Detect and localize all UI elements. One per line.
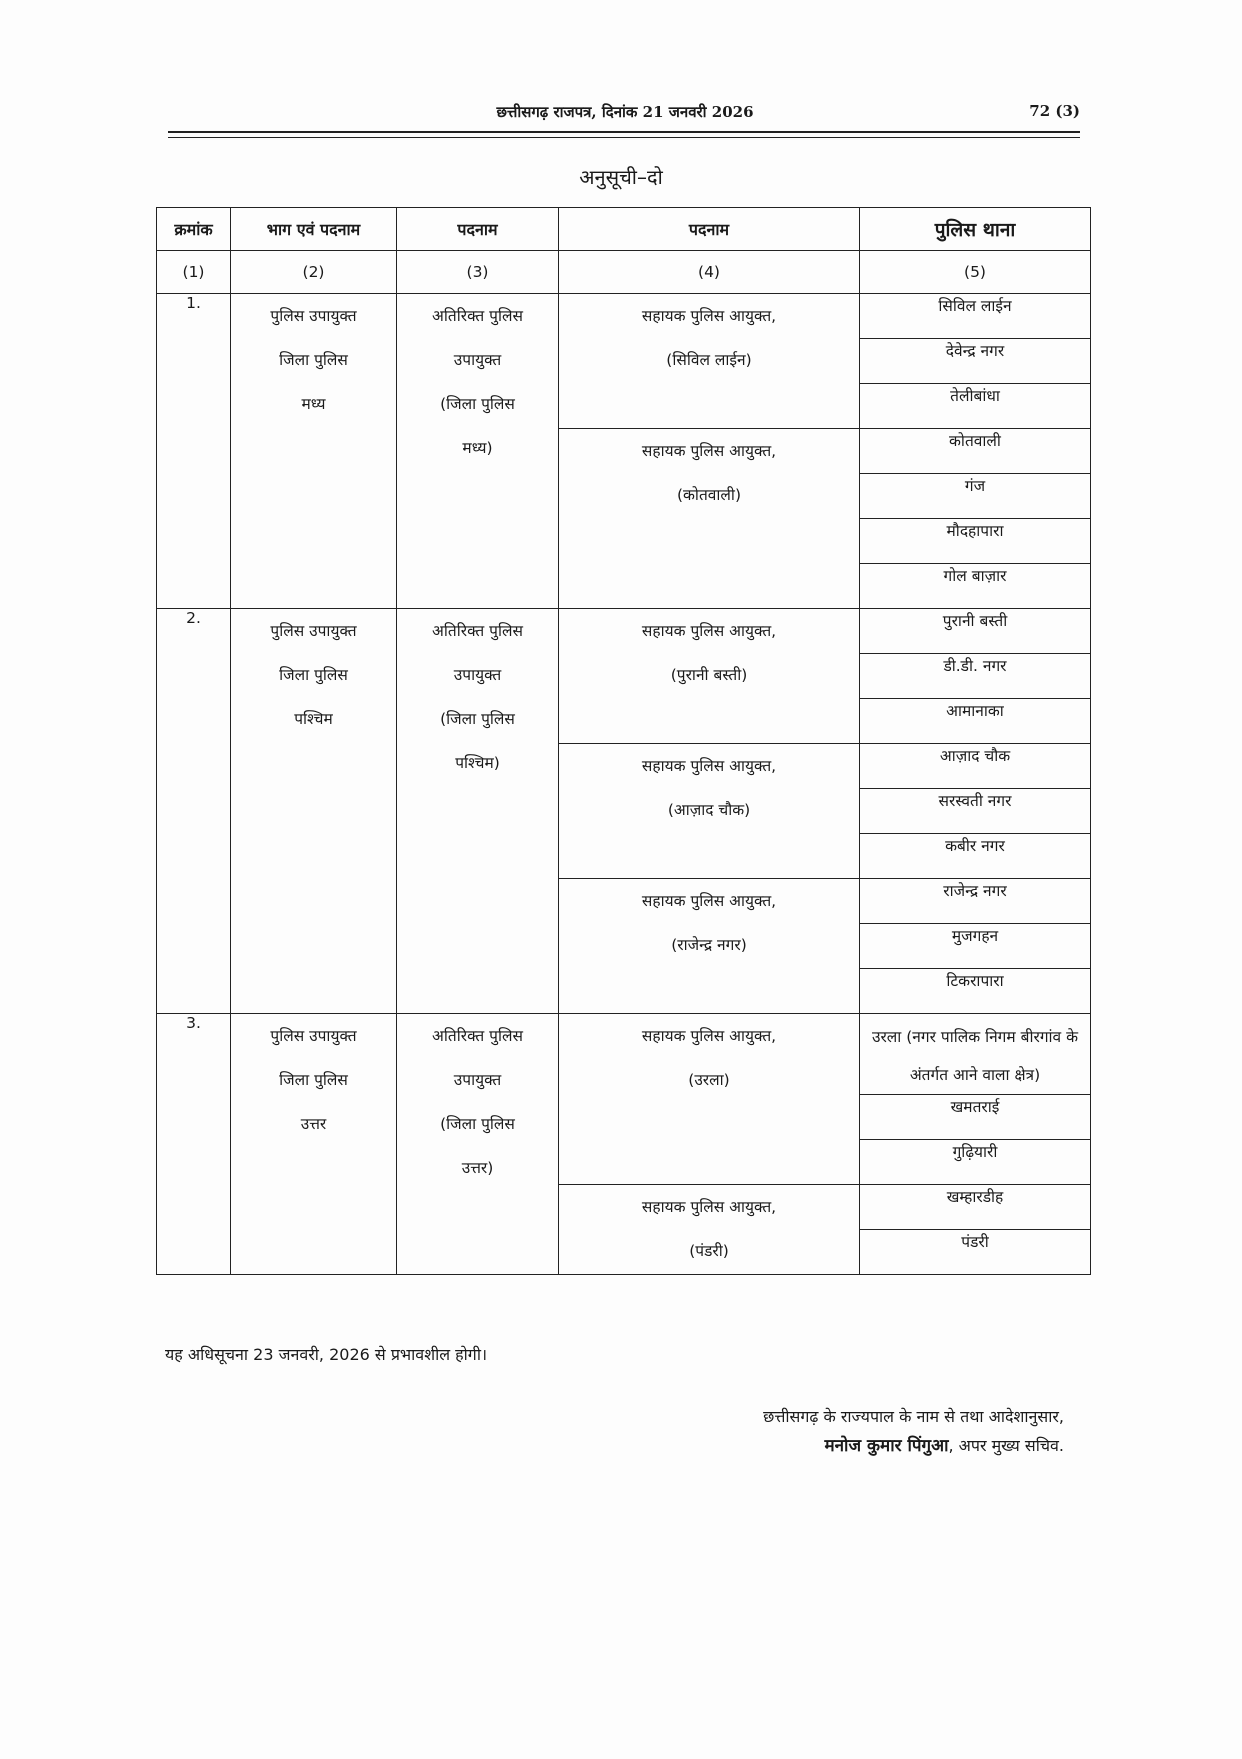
- signatory-name: मनोज कुमार पिंगुआ: [824, 1436, 949, 1456]
- designation-cell: [397, 294, 559, 609]
- designation-line: उपायुक्त: [453, 351, 502, 369]
- police-station: तेलीबांधा: [860, 384, 1091, 429]
- designation-line: (जिला पुलिस: [440, 710, 515, 728]
- table-header-row: [157, 208, 1091, 251]
- division-line: पश्चिम: [294, 710, 333, 728]
- acp-line: (सिविल लाईन): [666, 351, 752, 369]
- acp-line: (पुरानी बस्ती): [670, 666, 748, 684]
- division-line: उत्तर: [300, 1115, 327, 1133]
- police-station: गुढ़ियारी: [860, 1140, 1091, 1185]
- acp-line: सहायक पुलिस आयुक्त,: [641, 1027, 777, 1045]
- acp-line: (पंडरी): [689, 1242, 729, 1260]
- column-header: पदनाम: [559, 208, 860, 251]
- division-cell: [231, 294, 397, 609]
- serial-number: 2.: [157, 609, 231, 1014]
- column-number: (4): [559, 251, 860, 294]
- designation-line: उत्तर): [461, 1159, 494, 1177]
- police-station: कबीर नगर: [860, 834, 1091, 879]
- acp-cell: [559, 429, 860, 609]
- police-station: खमतराई: [860, 1095, 1091, 1140]
- division-line: जिला पुलिस: [279, 1071, 348, 1089]
- police-station: उरला (नगर पालिक निगम बीरगांव के अंतर्गत आने वाला क्षेत्र): [860, 1014, 1091, 1095]
- police-station: आज़ाद चौक: [860, 744, 1091, 789]
- designation-line: अतिरिक्त पुलिस: [432, 307, 523, 325]
- acp-cell: [559, 1014, 860, 1185]
- acp-line: सहायक पुलिस आयुक्त,: [641, 892, 777, 910]
- designation-line: अतिरिक्त पुलिस: [432, 622, 523, 640]
- acp-line: सहायक पुलिस आयुक्त,: [641, 757, 777, 775]
- serial-number: 3.: [157, 1014, 231, 1275]
- police-station: देवेन्द्र नगर: [860, 339, 1091, 384]
- police-station: पुरानी बस्ती: [860, 609, 1091, 654]
- acp-cell: [559, 294, 860, 429]
- division-line: पुलिस उपायुक्त: [270, 1027, 357, 1045]
- acp-line: सहायक पुलिस आयुक्त,: [641, 1198, 777, 1216]
- column-number: (5): [860, 251, 1091, 294]
- police-station: डी.डी. नगर: [860, 654, 1091, 699]
- serial-number: 1.: [157, 294, 231, 609]
- column-header: क्रमांक: [157, 208, 231, 251]
- police-station: गोल बाज़ार: [860, 564, 1091, 609]
- designation-line: (जिला पुलिस: [440, 395, 515, 413]
- designation-line: पश्चिम): [455, 754, 500, 772]
- police-station: कोतवाली: [860, 429, 1091, 474]
- table-row: [157, 294, 1091, 339]
- acp-cell: [559, 879, 860, 1014]
- division-cell: [231, 609, 397, 1014]
- police-station: खम्हारडीह: [860, 1185, 1091, 1230]
- police-station: सिविल लाईन: [860, 294, 1091, 339]
- header-rule: [168, 131, 1080, 133]
- acp-line: (कोतवाली): [676, 486, 741, 504]
- police-station: आमानाका: [860, 699, 1091, 744]
- police-station: टिकरापारा: [860, 969, 1091, 1014]
- designation-line: उपायुक्त: [453, 666, 502, 684]
- acp-line: (आज़ाद चौक): [667, 801, 751, 819]
- table-row: [157, 1014, 1091, 1095]
- police-station: मुजगहन: [860, 924, 1091, 969]
- police-station: सरस्वती नगर: [860, 789, 1091, 834]
- designation-line: उपायुक्त: [453, 1071, 502, 1089]
- acp-cell: [559, 744, 860, 879]
- schedule-title: अनुसूची–दो: [579, 165, 663, 189]
- acp-line: (राजेन्द्र नगर): [671, 936, 747, 954]
- designation-cell: [397, 1014, 559, 1275]
- acp-line: सहायक पुलिस आयुक्त,: [641, 307, 777, 325]
- schedule-table: [156, 207, 1091, 1275]
- signatory-designation: , अपर मुख्य सचिव.: [948, 1436, 1064, 1455]
- acp-line: सहायक पुलिस आयुक्त,: [641, 442, 777, 460]
- column-number: (1): [157, 251, 231, 294]
- table-row: [157, 609, 1091, 654]
- designation-line: (जिला पुलिस: [440, 1115, 515, 1133]
- column-header: भाग एवं पदनाम: [231, 208, 397, 251]
- signatory: [824, 1433, 1064, 1456]
- acp-cell: [559, 609, 860, 744]
- header-rule-thin: [168, 137, 1080, 138]
- column-number-row: [157, 251, 1091, 294]
- division-line: जिला पुलिस: [279, 351, 348, 369]
- column-header: पदनाम: [397, 208, 559, 251]
- police-station: पंडरी: [860, 1230, 1091, 1275]
- column-number: (3): [397, 251, 559, 294]
- designation-line: मध्य): [462, 439, 493, 457]
- gazette-title: छत्तीसगढ़ राजपत्र, दिनांक 21 जनवरी 2026: [496, 103, 754, 121]
- column-number: (2): [231, 251, 397, 294]
- designation-line: अतिरिक्त पुलिस: [432, 1027, 523, 1045]
- division-line: पुलिस उपायुक्त: [270, 307, 357, 325]
- division-cell: [231, 1014, 397, 1275]
- acp-line: सहायक पुलिस आयुक्त,: [641, 622, 777, 640]
- police-station: गंज: [860, 474, 1091, 519]
- signature-line: छत्तीसगढ़ के राज्यपाल के नाम से तथा आदेशानुसार,: [763, 1407, 1064, 1426]
- division-line: जिला पुलिस: [279, 666, 348, 684]
- division-line: मध्य: [301, 395, 326, 413]
- page-header: [170, 102, 1080, 128]
- police-station: राजेन्द्र नगर: [860, 879, 1091, 924]
- acp-cell: [559, 1185, 860, 1275]
- division-line: पुलिस उपायुक्त: [270, 622, 357, 640]
- effective-date-note: यह अधिसूचना 23 जनवरी, 2026 से प्रभावशील होगी।: [165, 1345, 488, 1364]
- designation-cell: [397, 609, 559, 1014]
- police-station: मौदहापारा: [860, 519, 1091, 564]
- page-number: 72 (3): [1029, 102, 1080, 120]
- column-header: पुलिस थाना: [860, 208, 1091, 251]
- acp-line: (उरला): [688, 1071, 730, 1089]
